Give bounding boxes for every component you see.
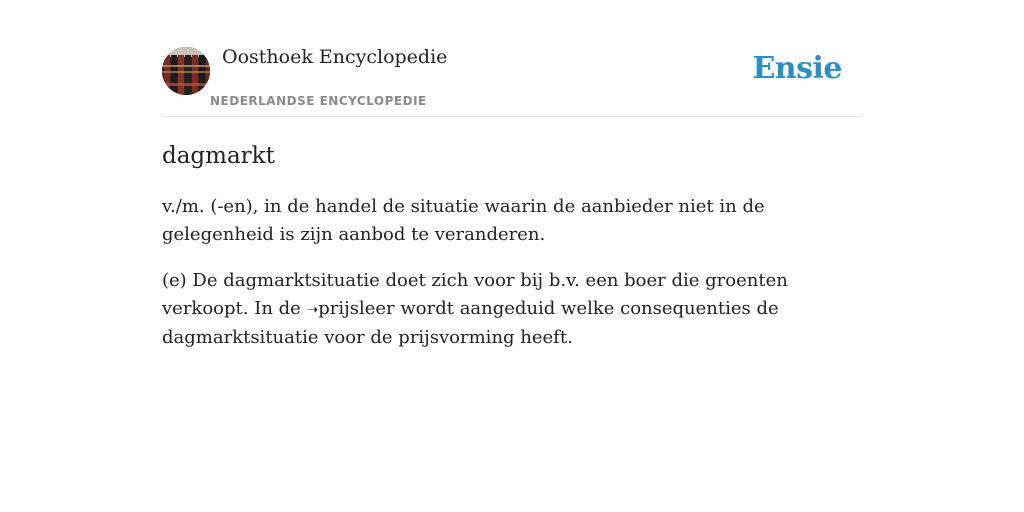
xref-label: prijsleer [318,298,395,319]
entry-paragraph-1: v./m. (-en), in de handel de situatie waarin de aanbieder niet in de gelegenheid is zijn aanbod te veranderen. [162,196,765,245]
site-title-link[interactable]: Oosthoek Encyclopedie [222,46,448,68]
page [162,0,862,352]
brand-logo-link[interactable]: Ensie [752,51,842,86]
entry-title: dagmarkt [162,143,275,169]
site-subtitle: NEDERLANDSE ENCYCLOPEDIE [210,94,427,108]
paragraph-2-text-before: (e) De dagmarktsituatie doet zich voor bij b.v. een boer die groenten verkoopt. In de [162,270,788,319]
site-header [162,0,862,117]
paragraph-2-text-after: wordt aangeduid welke consequenties de dagmarktsituatie voor de prijsvorming heeft. [162,298,779,348]
arrow-right-icon: ➝ [306,302,319,318]
xref-link-prijsleer[interactable] [307,298,395,319]
entry-paragraph-2 [162,267,862,352]
encyclopedia-books-icon[interactable] [162,47,210,95]
